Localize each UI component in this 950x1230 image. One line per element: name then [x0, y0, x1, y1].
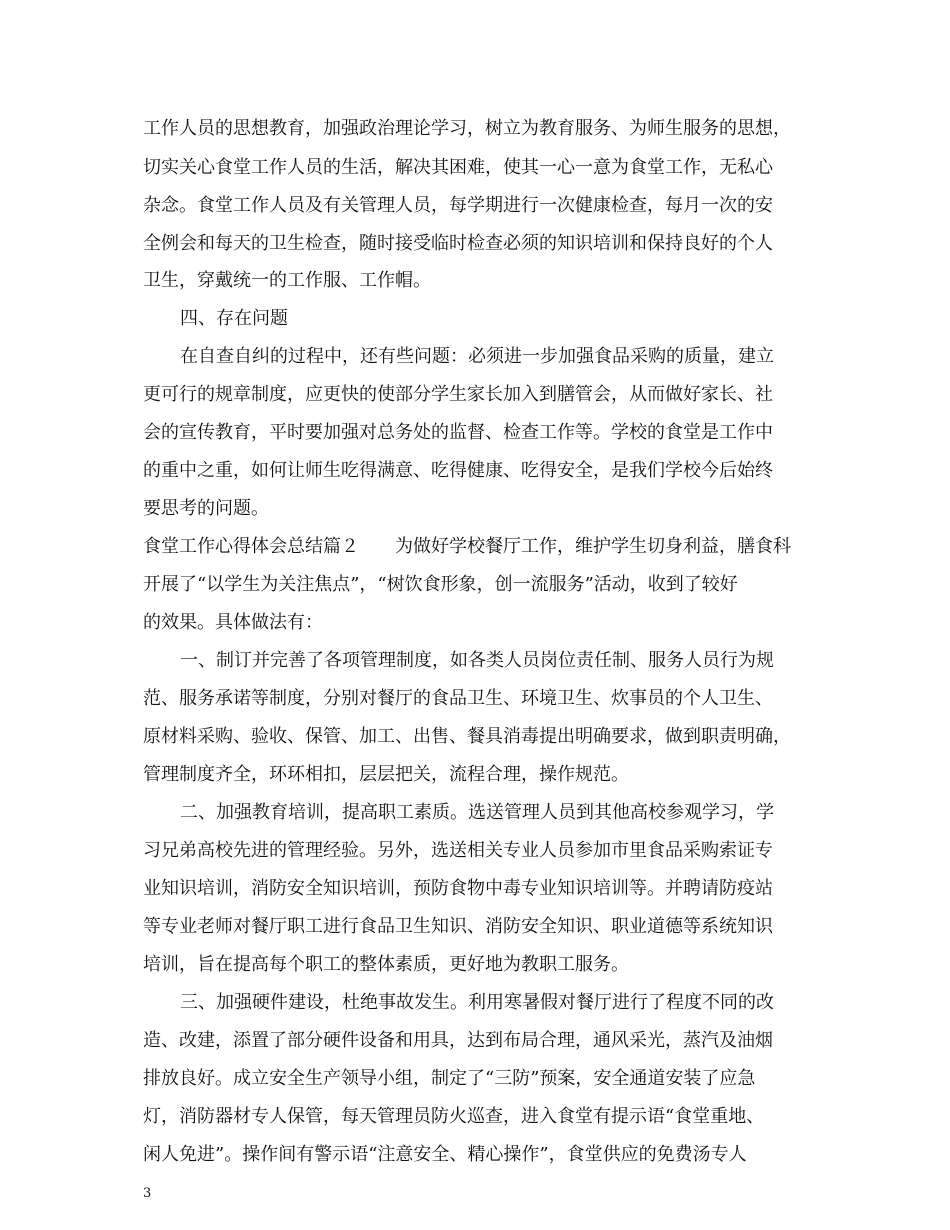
- text-line: 更可行的规章制度，应更快的使部分学生家长加入到膳管会，从而做好家长、社: [143, 384, 773, 405]
- text-line: 工作人员的思想教育，加强政治理论学习，树立为教育服务、为师生服务的思想，: [143, 118, 791, 139]
- text-line: 切实关心食堂工作人员的生活，解决其困难，使其一心一意为食堂工作，无私心: [143, 157, 773, 178]
- page-number: 3: [143, 1186, 152, 1201]
- text-line: 杂念。食堂工作人员及有关管理人员，每学期进行一次健康检查，每月一次的安: [143, 195, 773, 216]
- text-line: 闲人免进”。操作间有警示语“注意安全、精心操作”，食堂供应的免费汤专人: [143, 1144, 747, 1165]
- text-line: 范、服务承诺等制度，分别对餐厅的食品卫生、环境卫生、炊事员的个人卫生、: [143, 688, 773, 709]
- text-line: 要思考的问题。: [143, 498, 269, 519]
- text-line: 在自查自纠的过程中，还有些问题：必须进一步加强食品采购的质量，建立: [180, 346, 774, 367]
- section-heading: 四、存在问题: [180, 308, 288, 329]
- text-line: 灯，消防器材专人保管，每天管理员防火巡查，进入食堂有提示语“食堂重地、: [143, 1106, 765, 1127]
- text-line: 的重中之重，如何让师生吃得满意、吃得健康、吃得安全，是我们学校今后始终: [143, 460, 773, 481]
- text-line: 开展了“以学生为关注焦点”，“树饮食形象，创一流服务”活动，收到了较好: [143, 574, 738, 595]
- text-line: 全例会和每天的卫生检查，随时接受临时检查必须的知识培训和保持良好的个人: [143, 233, 773, 254]
- text-line: 会的宣传教育，平时要加强对总务处的监督、检查工作等。学校的食堂是工作中: [143, 422, 773, 443]
- text-line: 卫生，穿戴统一的工作服、工作帽。: [143, 270, 431, 291]
- text-line: 的效果。具体做法有：: [143, 612, 323, 633]
- text-line: 三、加强硬件建设，杜绝事故发生。利用寒暑假对餐厅进行了程度不同的改: [180, 992, 774, 1013]
- article-title-line: 食堂工作心得体会总结篇２ 为做好学校餐厅工作，维护学生切身利益，膳食科: [143, 536, 791, 557]
- text-line: 等专业老师对餐厅职工进行食品卫生知识、消防安全知识、职业道德等系统知识: [143, 916, 773, 937]
- text-line: 一、制订并完善了各项管理制度，如各类人员岗位责任制、服务人员行为规: [180, 650, 774, 671]
- text-line: 二、加强教育培训，提高职工素质。选送管理人员到其他高校参观学习，学: [180, 802, 774, 823]
- text-line: 造、改建，添置了部分硬件设备和用具，达到布局合理，通风采光，蒸汽及油烟: [143, 1030, 773, 1051]
- text-line: 习兄弟高校先进的管理经验。另外，选送相关专业人员参加市里食品采购索证专: [143, 840, 773, 861]
- text-line: 培训，旨在提高每个职工的整体素质，更好地为教职工服务。: [143, 954, 629, 975]
- text-line: 原材料采购、验收、保管、加工、出售、餐具消毒提出明确要求，做到职责明确，: [143, 726, 791, 747]
- text-line: 业知识培训，消防安全知识培训，预防食物中毒专业知识培训等。并聘请防疫站: [143, 878, 773, 899]
- text-line: 排放良好。成立安全生产领导小组，制定了“三防”预案，安全通道安装了应急: [143, 1068, 756, 1089]
- text-line: 管理制度齐全，环环相扣，层层把关，流程合理，操作规范。: [143, 764, 629, 785]
